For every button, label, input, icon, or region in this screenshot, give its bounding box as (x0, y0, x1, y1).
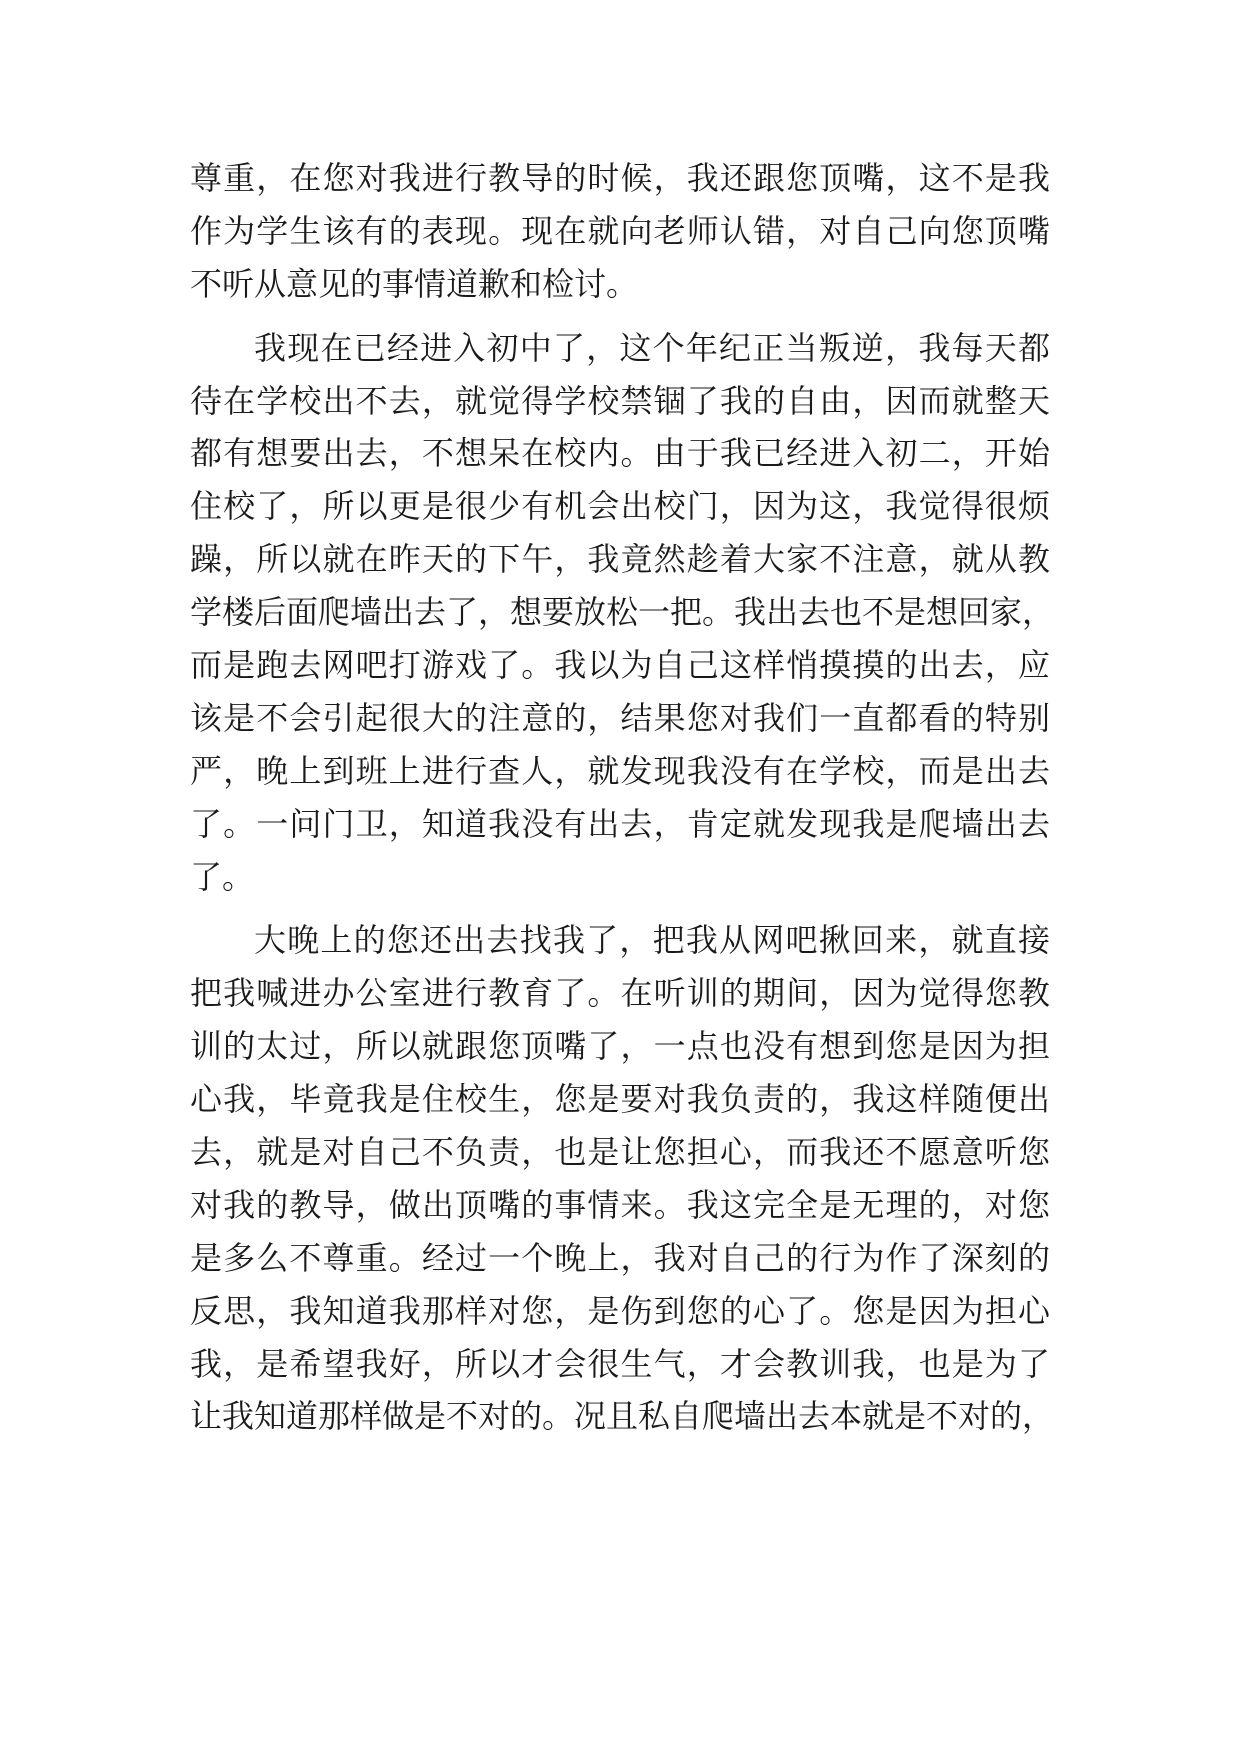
text-line: 对我的教导，做出顶嘴的事情来。我这完全是无理的，对您 (190, 1185, 1050, 1224)
text-line: 了。一问门卫，知道我没有出去，肯定就发现我是爬墙出去 (190, 804, 1050, 843)
text-line: 住校了，所以更是很少有机会出校门，因为这，我觉得很烦 (190, 487, 1050, 526)
text-line: 该是不会引起很大的注意的，结果您对我们一直都看的特别 (190, 698, 1050, 737)
text-line: 躁，所以就在昨天的下午，我竟然趁着大家不注意，就从教 (190, 540, 1050, 579)
text-line: 尊重，在您对我进行教导的时候，我还跟您顶嘴，这不是我 (190, 159, 1050, 197)
paragraph (190, 914, 1055, 1443)
text-line: 不听从意见的事情道歉和检讨。 (190, 264, 639, 303)
text-line: 是多么不尊重。经过一个晚上，我对自己的行为作了深刻的 (190, 1238, 1050, 1277)
text-line: 待在学校出不去，就觉得学校禁锢了我的自由，因而就整天 (190, 381, 1050, 420)
paragraph (190, 152, 1050, 311)
text-line: 都有想要出去，不想呆在校内。由于我已经进入初二，开始 (190, 434, 1050, 473)
text-line: 而是跑去网吧打游戏了。我以为自己这样悄摸摸的出去，应 (190, 646, 1050, 685)
text-line: 我，是希望我好，所以才会很生气，才会教训我，也是为了 (190, 1344, 1050, 1383)
text-line: 训的太过，所以就跟您顶嘴了，一点也没有想到您是因为担 (190, 1027, 1050, 1066)
document-body (190, 152, 1055, 1443)
text-line: 把我喊进办公室进行教育了。在听训的期间，因为觉得您教 (190, 974, 1050, 1013)
text-line: 心我，毕竟我是住校生，您是要对我负责的，我这样随便出 (190, 1080, 1050, 1119)
text-line: 反思，我知道我那样对您，是伤到您的心了。您是因为担心 (190, 1291, 1050, 1330)
text-line: 大晚上的您还出去找我了，把我从网吧揪回来，就直接 (254, 921, 1050, 960)
text-line: 让我知道那样做是不对的。况且私自爬墙出去本就是不对的， (190, 1397, 1055, 1436)
paragraph (190, 322, 1055, 904)
text-line: 严，晚上到班上进行查人，就发现我没有在学校，而是出去 (190, 751, 1050, 790)
text-line: 去，就是对自己不负责，也是让您担心，而我还不愿意听您 (190, 1133, 1050, 1172)
text-line: 了。 (190, 857, 255, 896)
text-line: 作为学生该有的表现。现在就向老师认错，对自己向您顶嘴 (190, 211, 1050, 250)
text-line: 我现在已经进入初中了，这个年纪正当叛逆，我每天都 (254, 328, 1050, 367)
text-line: 学楼后面爬墙出去了，想要放松一把。我出去也不是想回家， (190, 593, 1055, 632)
